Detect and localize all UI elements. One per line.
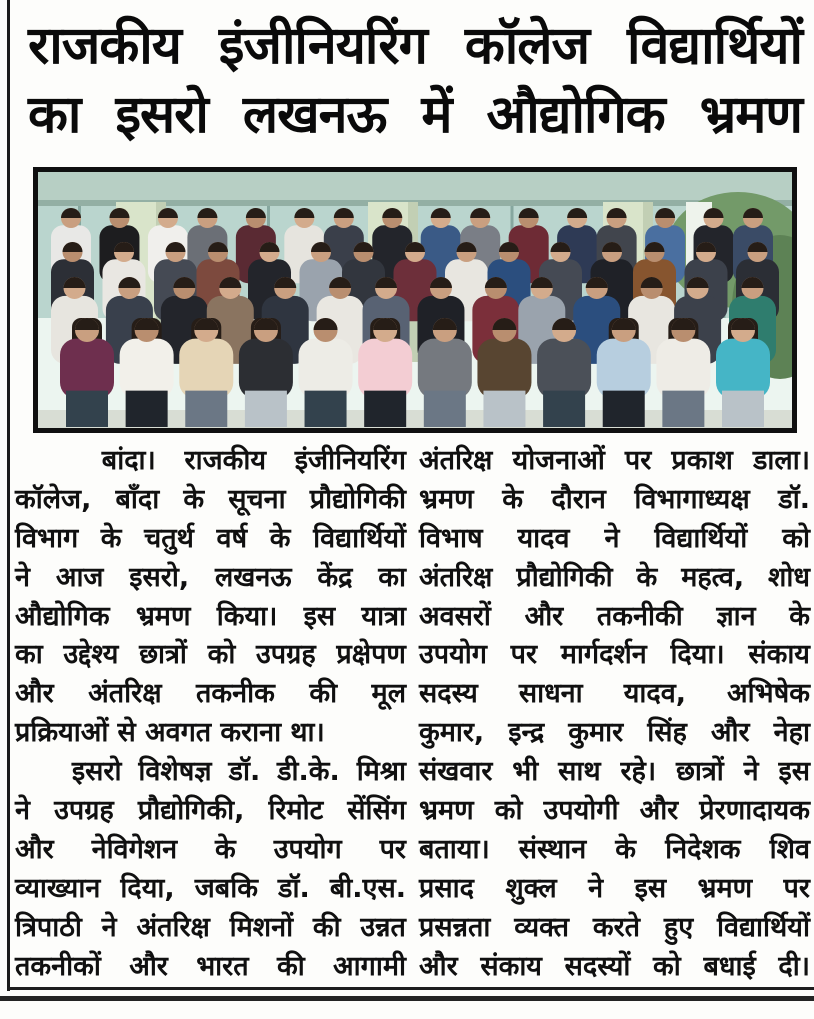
word: डॉ.: [228, 756, 261, 788]
word: अंतरिक्ष: [136, 911, 210, 943]
word: तकनीक: [196, 678, 275, 710]
word: औद्योगिक: [15, 600, 110, 632]
word: मिशनों: [229, 911, 294, 943]
article-line: [419, 792, 810, 831]
word: रिमोट: [268, 795, 324, 827]
word: के: [215, 833, 236, 865]
headline-line-1: [28, 12, 802, 81]
article-line: [15, 520, 406, 559]
word: के: [636, 561, 658, 593]
word: प्रसन्नता: [419, 911, 491, 943]
word: था।: [290, 717, 325, 749]
word: भी: [512, 756, 539, 788]
headline-line-2: [28, 81, 802, 150]
word: इसरो: [71, 756, 122, 788]
word: बांदा।: [101, 445, 156, 476]
word: सिंह: [647, 717, 687, 749]
word: विद्यार्थियों: [654, 522, 748, 554]
word: साथ: [558, 756, 601, 788]
word: ने: [15, 795, 30, 827]
word: विद्यार्थियों: [627, 16, 802, 76]
word: विभाग: [15, 522, 79, 554]
word: कुमार: [568, 717, 624, 749]
word: व्याख्यान: [15, 872, 101, 904]
word: उन्नत: [360, 911, 406, 943]
article-column-right: [419, 442, 810, 986]
word: तकनीकों: [15, 950, 101, 982]
word: पर: [624, 445, 652, 476]
word: विद्यार्थियों: [717, 911, 810, 943]
article-line: [419, 520, 810, 559]
article-line: [15, 559, 406, 598]
word: इस: [303, 600, 336, 632]
word: राजकीय: [184, 445, 267, 476]
word: बताया।: [419, 833, 490, 865]
word: दिया।: [670, 639, 725, 671]
article-line: [419, 948, 810, 987]
word: भ्रमण: [419, 795, 474, 827]
article-line: [419, 675, 810, 714]
word: आगामी: [333, 950, 406, 982]
group-photo-scene: [38, 172, 792, 428]
word: साधना: [518, 678, 583, 710]
word: ने: [588, 872, 604, 904]
article-line: [419, 559, 810, 598]
word: अंतरिक्ष: [419, 445, 493, 476]
article-line: [419, 481, 810, 520]
word: शिव: [769, 833, 810, 865]
article-body: [15, 442, 810, 986]
word: ने: [604, 522, 620, 554]
word: और: [129, 950, 168, 982]
article-line: [15, 831, 406, 870]
article-line: [15, 636, 406, 675]
word: के: [789, 600, 810, 632]
word: अभिषेक: [727, 678, 810, 710]
word: बधाई: [703, 950, 756, 982]
word: की: [309, 678, 338, 710]
word: विभागाध्यक्ष: [634, 483, 750, 515]
word: लखनऊ: [214, 561, 292, 593]
ceiling: [38, 172, 792, 202]
word: अंतरिक्ष: [419, 561, 493, 593]
word: का: [378, 561, 406, 593]
article-line: [419, 870, 810, 909]
article-line: [419, 598, 810, 637]
word: संस्थान: [518, 833, 587, 865]
word: विद्यार्थियों: [313, 522, 406, 554]
word: उपयोगी: [543, 795, 619, 827]
word: जबकि: [194, 872, 258, 904]
word: ज्ञान: [716, 600, 756, 632]
article-line: [419, 909, 810, 948]
word: दिया,: [120, 872, 175, 904]
word: को: [653, 950, 681, 982]
word: ने: [743, 756, 759, 788]
word: प्रौद्योगिकी,: [137, 795, 245, 827]
article-headline: [28, 12, 802, 150]
word: ने: [101, 911, 117, 943]
word: के: [269, 522, 291, 554]
article-line: [419, 714, 810, 753]
article-line: [419, 442, 810, 481]
article-line: [15, 753, 406, 792]
word: और: [710, 717, 750, 749]
word: रहे।: [620, 756, 657, 788]
word: कराना: [220, 717, 282, 749]
word: अवगत: [144, 717, 212, 749]
word: का: [28, 85, 81, 145]
word: और: [419, 950, 458, 982]
word: को: [207, 639, 236, 671]
article-line: [15, 675, 406, 714]
word: बी.एस.: [329, 872, 406, 904]
word: लखनऊ: [242, 85, 387, 145]
word: अंतरिक्ष: [88, 678, 162, 710]
word: संखवार: [419, 756, 493, 788]
word: किया।: [216, 600, 278, 632]
word: पर: [510, 639, 538, 671]
word: चतुर्थ: [144, 522, 194, 554]
word: भ्रमण: [419, 483, 474, 515]
word: शुक्ल: [505, 872, 557, 904]
word: सेंसिंग: [347, 795, 406, 827]
word: दी।: [778, 950, 810, 982]
word: औद्योगिक: [486, 85, 665, 145]
word: के: [100, 522, 122, 554]
word: मूल: [371, 678, 406, 710]
word: और: [15, 833, 54, 865]
word: संकाय: [748, 639, 810, 671]
word: डाला।: [752, 445, 810, 476]
word: इंजीनियरिंग: [218, 16, 427, 76]
article-line: [419, 636, 810, 675]
article-line: [15, 870, 406, 909]
word: छात्रों: [139, 639, 187, 671]
article-line: [15, 948, 406, 987]
word: विशेषज्ञ: [138, 756, 212, 788]
word: उपग्रह: [255, 639, 316, 671]
left-border-rule: [7, 0, 10, 991]
word: ने: [15, 561, 30, 593]
word: भ्रमण: [699, 85, 802, 145]
word: प्रसाद: [419, 872, 474, 904]
word: भ्रमण: [697, 872, 753, 904]
word: इस: [634, 872, 667, 904]
bottom-rule-thin: [8, 987, 814, 990]
word: और: [639, 795, 679, 827]
word: के: [615, 833, 637, 865]
word: केंद्र: [317, 561, 353, 593]
word: मार्गदर्शन: [560, 639, 647, 671]
word: उपयोग: [273, 833, 342, 865]
article-line: [15, 792, 406, 831]
word: भ्रमण: [135, 600, 191, 632]
word: प्रक्रियाओं: [15, 717, 109, 749]
word: राजकीय: [28, 16, 181, 76]
word: हुए: [663, 911, 694, 943]
word: दौरान: [551, 483, 606, 515]
word: मिश्रा: [356, 756, 406, 788]
word: सूचना: [228, 483, 286, 515]
word: यादव,: [623, 678, 686, 710]
word: यात्रा: [361, 600, 406, 632]
word: इसरो: [115, 85, 208, 145]
word: यादव: [517, 522, 570, 554]
word: पर: [379, 833, 406, 865]
word: उद्देश्य: [63, 639, 119, 671]
article-line: [15, 909, 406, 948]
word: प्रौद्योगिकी: [516, 561, 613, 593]
word: प्रकाश: [671, 445, 733, 476]
article-column-left: [15, 442, 406, 986]
word: कुमार,: [419, 717, 485, 749]
word: नेहा: [773, 717, 810, 749]
word: कॉलेज,: [15, 483, 92, 515]
word: और: [15, 678, 54, 710]
word: नेविगेशन: [91, 833, 178, 865]
word: डॉ.: [778, 483, 810, 515]
word: करते: [592, 911, 641, 943]
word: पर: [783, 872, 810, 904]
article-line: [419, 831, 810, 870]
word: इसरो,: [129, 561, 190, 593]
article-line: [15, 442, 406, 481]
word: योजनाओं: [512, 445, 605, 476]
word: तकनीकी: [596, 600, 683, 632]
word: निदेशक: [665, 833, 741, 865]
word: वर्ष: [216, 522, 248, 554]
word: उपयोग: [419, 639, 487, 671]
article-line: [15, 598, 406, 637]
article-line: [15, 481, 406, 520]
word: के: [183, 483, 205, 515]
word: डॉ.: [278, 872, 310, 904]
word: आज: [55, 561, 104, 593]
word: इंजीनियरिंग: [294, 445, 406, 476]
word: की: [276, 950, 305, 982]
word: को: [494, 795, 523, 827]
word: सदस्य: [419, 678, 478, 710]
word: से: [117, 717, 136, 749]
word: शोध: [768, 561, 810, 593]
article-line: [419, 753, 810, 792]
word: को: [782, 522, 810, 554]
word: प्रौद्योगिकी: [309, 483, 406, 515]
word: छात्रों: [675, 756, 724, 788]
word: इस: [778, 756, 810, 788]
word: और: [524, 600, 564, 632]
word: का: [15, 639, 43, 671]
word: कॉलेज: [464, 16, 590, 76]
bottom-rule-thick: [0, 996, 814, 1001]
word: प्रेरणादायक: [699, 795, 810, 827]
word: में: [421, 85, 452, 145]
word: संकाय: [480, 950, 542, 982]
word: इन्द्र: [508, 717, 545, 749]
word: व्यक्त: [514, 911, 570, 943]
word: प्रक्षेपण: [336, 639, 406, 671]
article-line: [15, 714, 406, 753]
word: सदस्यों: [564, 950, 631, 982]
word: उपग्रह: [54, 795, 114, 827]
word: की: [312, 911, 341, 943]
word: अवसरों: [419, 600, 491, 632]
word: के: [502, 483, 523, 515]
word: भारत: [196, 950, 249, 982]
word: त्रिपाठी: [15, 911, 82, 943]
word: बाँदा: [115, 483, 160, 515]
word: महत्व,: [681, 561, 745, 593]
word: डी.के.: [277, 756, 340, 788]
group-photo: [33, 167, 797, 433]
word: विभाष: [419, 522, 483, 554]
